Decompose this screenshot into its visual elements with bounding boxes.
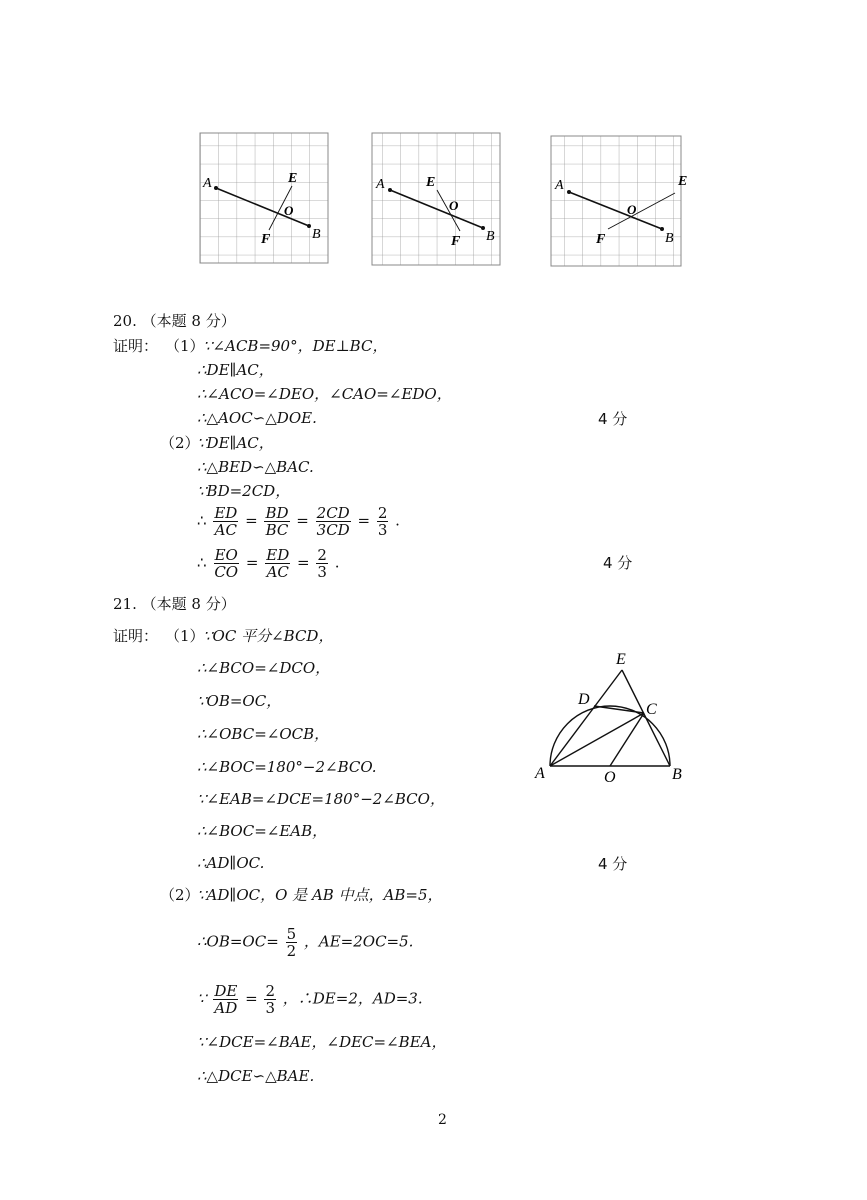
q20-line-7: ∵BD=2CD，	[197, 482, 291, 500]
q21-line-8: ∴AD∥OC.	[197, 854, 265, 872]
q20-proof-label: 证明：	[113, 337, 159, 355]
label-E: E	[288, 171, 298, 186]
q21-line-12: ∵∠DCE=∠BAE，∠DEC=∠BEA，	[197, 1033, 447, 1051]
q20-part2-tag: （2）	[160, 434, 200, 452]
label-A: A	[203, 176, 212, 191]
q20-line-4: ∴△AOC∽△DOE.	[197, 409, 317, 427]
q21-line-2: ∴∠BCO=∠DCO，	[197, 659, 331, 677]
q21-proof-label: 证明：	[113, 627, 159, 645]
grid-figure-3	[551, 136, 687, 266]
q21-line-9: ∵AD∥OC，O 是 AB 中点，AB=5，	[197, 886, 443, 904]
q21-line-3: ∵OB=OC，	[197, 692, 282, 710]
fig-label-C: C	[646, 701, 657, 718]
label-O: O	[627, 202, 637, 217]
label-B: B	[486, 229, 495, 244]
q21-line-6: ∵∠EAB=∠DCE=180°−2∠BCO，	[197, 790, 445, 808]
label-O: O	[284, 203, 294, 218]
grid-figure-1	[200, 133, 328, 263]
label-B: B	[312, 227, 321, 242]
q20-line-5: ∵DE∥AC，	[197, 434, 274, 452]
label-F: F	[596, 232, 606, 247]
fig-label-D: D	[578, 691, 590, 708]
q20-line-2: ∴DE∥AC，	[197, 361, 274, 379]
grid-figure-2	[372, 133, 500, 265]
q21-score-1: 4 分	[598, 855, 628, 873]
page-number: 2	[438, 1112, 447, 1128]
label-A: A	[376, 177, 385, 192]
q21-line-13: ∴△DCE∽△BAE.	[197, 1067, 315, 1085]
q20-score-1: 4 分	[598, 410, 628, 428]
q21-part2-tag: （2）	[160, 886, 200, 904]
q21-line-7: ∴∠BOC=∠EAB，	[197, 822, 328, 840]
label-A: A	[555, 178, 564, 193]
fig-label-B: B	[672, 766, 682, 783]
q21-line-1: ∵OC 平分∠BCD，	[203, 627, 334, 645]
grid-figures	[0, 0, 867, 290]
label-E: E	[426, 175, 436, 190]
q20-line-8: ∴ $\frac{ED}{AC}$ = $\frac{BD}{BC}$ = $\frac{2CD}{3CD}$ = $\frac{2}{3}$ .	[197, 504, 400, 539]
q21-line-4: ∴∠OBC=∠OCB，	[197, 725, 330, 743]
q20-part1-tag: （1）	[165, 337, 205, 355]
q20-title: 20. （本题 8 分）	[113, 312, 236, 330]
fig-label-A: A	[535, 765, 545, 782]
q20-line-1: ∵∠ACB=90°，DE⊥BC，	[203, 337, 388, 355]
q21-line-11: ∵ $\frac{DE}{AD}$ = $\frac{2}{3}$ ，∴DE=2，AD=3.	[197, 982, 423, 1017]
fig-label-E: E	[616, 651, 626, 668]
q21-part1-tag: （1）	[165, 627, 205, 645]
label-E: E	[678, 174, 688, 189]
label-F: F	[451, 234, 461, 249]
label-F: F	[261, 232, 271, 247]
q21-line-10: ∴OB=OC= $\frac{5}{2}$ ，AE=2OC=5.	[197, 925, 414, 960]
label-O: O	[449, 198, 459, 213]
semicircle-figure	[520, 640, 710, 790]
q20-score-2: 4 分	[603, 554, 633, 572]
q21-title: 21. （本题 8 分）	[113, 595, 236, 613]
q20-line-3: ∴∠ACO=∠DEO，∠CAO=∠EDO，	[197, 385, 452, 403]
fig-label-O: O	[604, 769, 616, 786]
q20-line-6: ∴△BED∽△BAC.	[197, 458, 314, 476]
label-B: B	[665, 231, 674, 246]
q20-line-9: ∴ $\frac{EO}{CO}$ = $\frac{ED}{AC}$ = $\frac{2}{3}$ .	[197, 546, 340, 581]
q21-line-5: ∴∠BOC=180°−2∠BCO.	[197, 758, 377, 776]
